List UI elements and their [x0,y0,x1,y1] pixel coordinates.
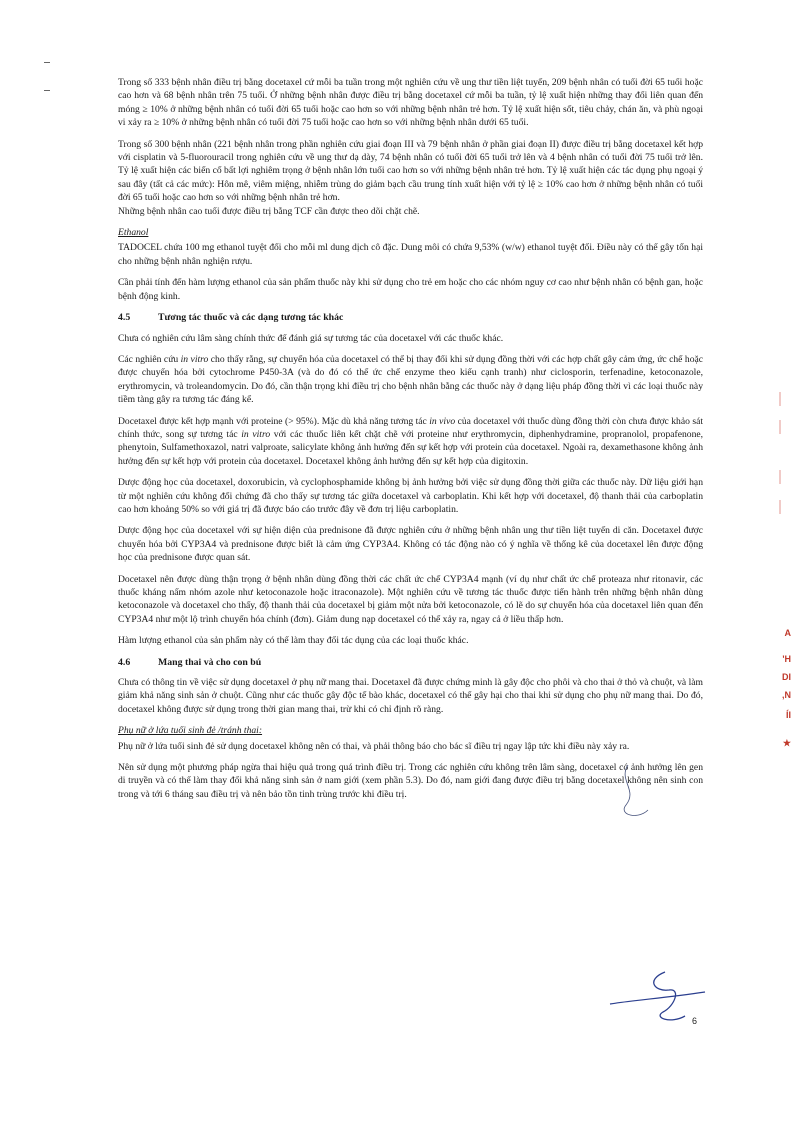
section-number: 4.6 [118,656,131,668]
text-run: Các nghiên cứu [118,353,181,365]
italic-term: in vivo [429,415,456,427]
paragraph [118,415,703,469]
paragraph: Phụ nữ ở lứa tuổi sinh đẻ sử dụng docetaxel không nên có thai, và phải thông báo cho bác sĩ điều trị ngay lập tức khi điều này xảy ra. [118,740,630,752]
text-run: cho thấy rằng, sự chuyển hóa của docetaxel có thể bị thay đổi khi sử dụng đồng thời với các hợp chất gây cảm ứng, ức chế hoặc được chuyển hóa bởi cytochrome P450-3A (và do đó có thể ức chế enzyme theo kiểu cạnh tranh) như ciclosporin, terfenadine, ketoconazole, erythromycin, và troleandomycin. Do đó, cần thận trọng khi điều trị cho bệnh nhân bằng các thuốc này ở dạng liệu pháp đồng thời vì các loại thuốc này tiềm tàng gây ra tương tác đáng kể. [118,353,704,406]
text-run: của docetaxel với thuốc dùng đồng thời còn chưa được khảo sát chính thức, song sự tương tác [118,415,704,440]
margin-dash [44,62,50,63]
stamp-mark: A [784,628,791,638]
paragraph: Những bệnh nhân cao tuổi được điều trị bằng TCF cần được theo dõi chặt chẽ. [118,205,420,217]
stamp-mark: ÍI [785,710,791,720]
paragraph: Nên sử dụng một phương pháp ngừa thai hiệu quả trong quá trình điều trị. Trong các nghiên cứu không trên lâm sàng, docetaxel có ảnh hưởng lên gen di truyền và có thể làm thay đổi khả năng sinh sản ở nam giới (xem phần 5.3). Do đó, nam giới đang được điều trị bằng docetaxel không nên sinh con trong và tới 6 tháng sau điều trị và nên bảo tồn tinh trùng trước khi điều trị. [118,762,703,800]
stamp-mark: 'H [782,654,791,664]
page-number: 6 [692,1016,698,1026]
stamp-mark: ,N [782,690,791,700]
contraception-subheading: Phụ nữ ở lứa tuổi sinh đẻ /tránh thai: [118,725,263,737]
paragraph: Hàm lượng ethanol của sản phẩm này có thể làm thay đổi tác dụng của các loại thuốc khác. [118,635,469,647]
italic-term: in vitro [241,428,271,440]
stamp-fragment [779,470,789,484]
paragraph: Chưa có thông tin về việc sử dụng docetaxel ở phụ nữ mang thai. Docetaxel đã được chứng minh là gây độc cho phôi và cho thai ở thỏ và chuột, và làm giảm khả năng sinh sản ở chuột. Cũng như các thuốc gây độc tế bào khác, docetaxel có thể gây hại cho thai khi sử dụng cho phụ nữ mang thai. Do đó, docetaxel không được sử dụng trong thời gian mang thai, trừ khi có chỉ định rõ ràng. [118,677,703,715]
document-body [118,76,703,809]
stamp-fragment [779,420,789,434]
paragraph: Dược động học của docetaxel với sự hiện diện của prednisone đã được nghiên cứu ở những bệnh nhân ung thư tiền liệt tuyến di căn. Docetaxel được chuyển hóa bởi CYP3A4 và prednisone được biết là cảm ứng CYP3A4. Không có tác động nào có ý nghĩa về thống kê của docetaxel lên được động học của prednisone được quan sát. [118,525,703,564]
paragraph: Docetaxel nên được dùng thận trọng ở bệnh nhân dùng đồng thời các chất ức chế CYP3A4 mạnh (ví dụ như chất ức chế proteaza như ritonavir, các thuốc kháng nấm nhóm azole như ketoconazole hoặc itraconazole). Một nghiên cứu về tương tác thuốc được tiến hành trên những bệnh nhân dùng ketoconazole và docetaxel cho thấy, độ thanh thải của docetaxel bị giảm một nửa bởi ketoconazole, có lẽ do sự chuyển hóa của docetaxel liên quan đến CYP3A4 như một lộ trình chuyển hóa chính (đơn). Giảm dung nạp docetaxel có thể xảy ra, ngay cả ở liều thấp hơn. [118,573,703,625]
section-heading-4-6 [118,656,703,669]
paragraph: Trong số 300 bệnh nhân (221 bệnh nhân trong phần nghiên cứu giai đoạn III và 79 bệnh nhân ở phần giai đoạn II) được điều trị bằng docetaxel kết hợp với cisplatin và 5-fluorouracil trong nghiên cứu về ung thư dạ dày, 74 bệnh nhân có tuổi đời 65 tuổi trở lên và 4 bệnh nhân có tuổi đời 75 tuổi trở lên. Tỷ lệ xuất hiện các biến cố bất lợi nghiêm trọng ở bệnh nhân lớn tuổi cao hơn so với những bệnh nhân trẻ hơn. Tỷ lệ xuất hiện các tác dụng phụ ngoại ý sau đây (tất cả các mức): Hôn mê, viêm miệng, nhiễm trùng do giảm bạch cầu trung tính xuất hiện với tỷ lệ ≥ 10% cao hơn ở những bệnh nhân có tuổi đời 65 tuổi hoặc cao hơn so với những bệnh nhân trẻ hơn. [118,138,703,204]
stamp-fragment [779,500,789,514]
margin-dash [44,90,50,91]
stamp-mark: DI [782,672,791,682]
paragraph [118,353,703,407]
paragraph: Trong số 333 bệnh nhân điều trị bằng docetaxel cứ mỗi ba tuần trong một nghiên cứu về ung thư tiền liệt tuyến, 209 bệnh nhân có tuổi đời 65 tuổi hoặc cao hơn và 68 bệnh nhân trên 75 tuổi. Ở những bệnh nhân được điều trị bằng docetaxel cứ mỗi ba tuần, tỷ lệ xuất hiện những thay đổi liên quan đến móng ≥ 10% ở những bệnh nhân có tuổi đời 65 tuổi hoặc cao hơn so với những bệnh nhân trẻ hơn. Tỷ lệ xuất hiện sốt, tiêu chảy, chán ăn, và phù ngoại vi xảy ra ≥ 10% ở những bệnh nhân có tuổi đời 75 tuổi hoặc cao hơn so với những bệnh nhân dưới 65 tuổi. [118,77,703,129]
paragraph: Cần phải tính đến hàm lượng ethanol của sản phẩm thuốc này khi sử dụng cho trẻ em hoặc cho các nhóm nguy cơ cao như bệnh nhân có bệnh gan, hoặc bệnh động kinh. [118,277,703,302]
ethanol-subheading: Ethanol [118,227,149,239]
section-number: 4.5 [118,312,131,324]
signature-scribble-icon [608,760,668,830]
paragraph: Chưa có nghiên cứu lâm sàng chính thức để đánh giá sự tương tác của docetaxel với các thuốc khác. [118,332,504,344]
text-run: Docetaxel được kết hợp mạnh với proteine (> 95%). Mặc dù khả năng tương tác [118,415,430,427]
italic-term: in vitro [180,353,209,365]
signature-icon [605,962,715,1032]
paragraph: TADOCEL chứa 100 mg ethanol tuyệt đối cho mỗi ml dung dịch cô đặc. Dung môi có chứa 9,53% (w/w) ethanol tuyệt đối. Điều này có thể gây tổn hại cho những bệnh nhân nghiện rượu. [118,242,703,267]
section-title: Mang thai và cho con bú [158,656,262,668]
section-heading-4-5 [118,311,703,324]
text-run: với các thuốc liên kết chặt chẽ với proteine như erythromycin, diphenhydramine, propranolol, propafenone, phenytoin, Sulfamethoxazol, natri valproate, salicylate không ảnh hưởng đến sự kết hợp với protein của docetaxel. Ngoài ra, dexamethasone không ảnh hưởng đến sự kết hợp với protein của docetaxel. Docetaxel không ảnh hưởng đến sự kết hợp của digitoxin. [118,428,704,467]
section-title: Tương tác thuốc và các dạng tương tác khác [158,312,344,324]
paragraph: Dược động học của docetaxel, doxorubicin, và cyclophosphamide không bị ảnh hưởng bởi việc sử dụng đồng thời giữa các thuốc này. Dữ liệu giới hạn từ một nghiên cứu không đối chứng đã cho thấy sự tương tác giữa docetaxel và carboplatin. Khi kết hợp với docetaxel, độ thanh thải của carboplatin cao hơn khoảng 50% so với giá trị đã được báo cáo trước đây về đơn trị liệu carboplatin. [118,477,703,515]
stamp-fragment [779,392,789,406]
stamp-mark: ★ [782,738,791,748]
